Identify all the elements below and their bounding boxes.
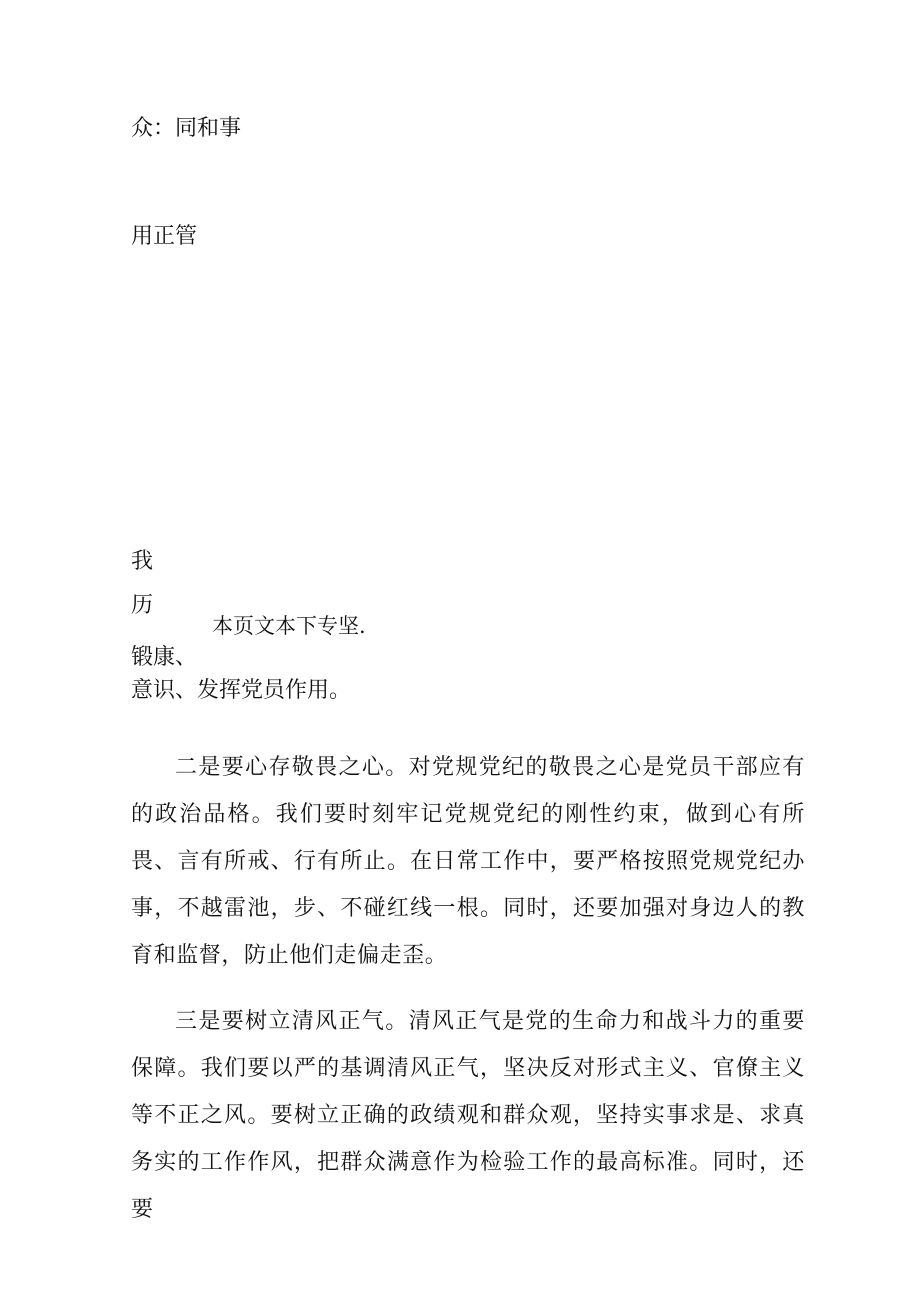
text-fragment-5: 锻康、 [131,645,198,670]
paragraph-reverence: 二是要心存敬畏之心。对党规党纪的敬畏之心是党员干部应有的政治品格。我们要时刻牢记党规党纪的刚性约束，做到心有所畏、言有所戒、行有所止。在日常工作中，要严格按照党规党纪办事，不越雷池，步、不碰红线一根。同时，还要加强对身边人的教育和监督，防止他们走偏走歪。 [131,755,805,968]
text-fragment-3: 我 [131,549,154,574]
text-fragment-4: 历 [131,593,154,618]
text-fragment-6: 意识、发挥党员作用。 [131,678,352,703]
text-fragment-2: 用正管 [131,224,198,249]
paragraph-integrity: 三是要树立清风正气。清风正气是党的生命力和战斗力的重要保障。我们要以严的基调清风正气，坚决反对形式主义、官僚主义等不正之风。要树立正确的政绩观和群众观，坚持实事求是、求真务实的工作作风，把群众满意作为检验工作的最高标准。同时，还要 [131,1009,805,1222]
text-fragment-1: 众：同和事 [131,116,242,141]
page-note: 本页文本下专坚. [212,614,366,638]
